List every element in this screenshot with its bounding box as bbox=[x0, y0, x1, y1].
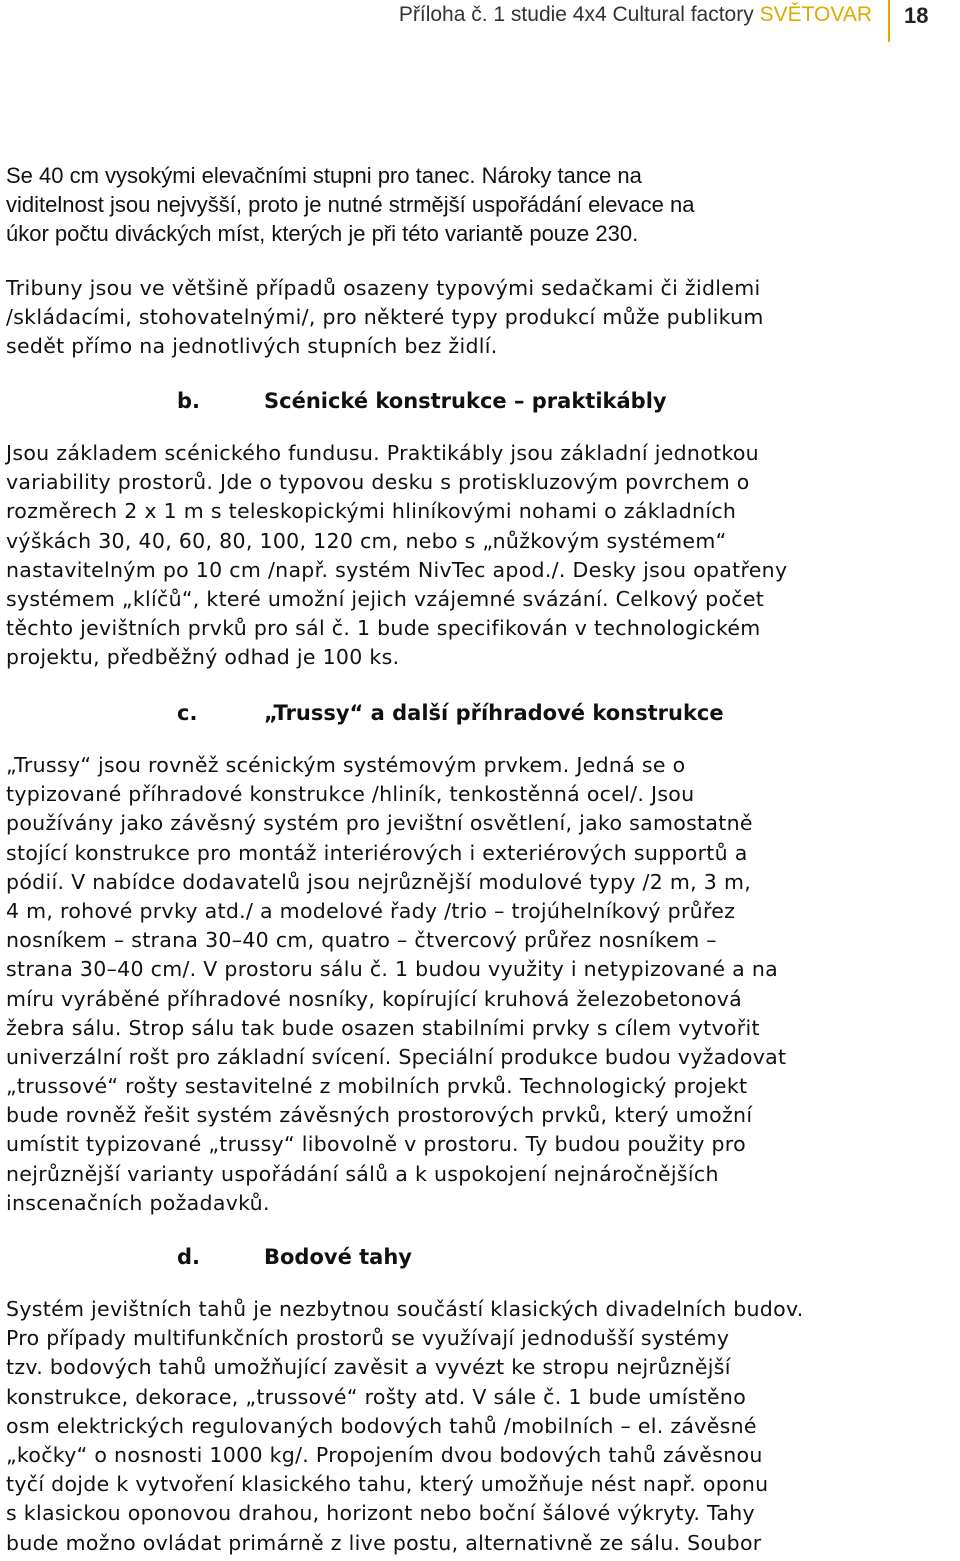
page-number: 18 bbox=[904, 3, 929, 28]
text-line: variability prostorů. Jde o typovou desku s protiskluzovým povrchem o bbox=[6, 470, 750, 495]
text-line: umístit typizované „trussy“ libovolně v prostoru. Ty budou použity pro bbox=[6, 1132, 746, 1157]
text-line: nejrůznější varianty uspořádání sálů a k uspokojení nejnáročnějších bbox=[6, 1161, 719, 1186]
text-line: Jsou základem scénického fundusu. Praktikábly jsou základní jednotkou bbox=[6, 441, 759, 465]
section-c-heading bbox=[177, 698, 724, 728]
text-line: Se 40 cm vysokými elevačními stupni pro tanec. Nároky tance na bbox=[6, 163, 642, 188]
text-line: projektu, předběžný odhad je 100 ks. bbox=[6, 645, 400, 670]
section-c-title: „Trussy“ a další příhradové konstrukce bbox=[264, 701, 724, 725]
text-line: 4 m, rohové prvky atd./ a modelové řady /trio – trojúhelníkový průřez bbox=[6, 898, 736, 923]
section-b-title: Scénické konstrukce – praktikábly bbox=[264, 389, 667, 413]
text-line: úkor počtu diváckých míst, kterých je při této variantě pouze 230. bbox=[6, 221, 639, 247]
text-line: viditelnost jsou nejvyšší, proto je nutné strmější uspořádání elevace na bbox=[6, 192, 695, 218]
text-line: s klasickou oponovou drahou, horizont nebo boční šálové výkryty. Tahy bbox=[6, 1501, 755, 1526]
section-d-title: Bodové tahy bbox=[264, 1245, 412, 1269]
text-line: typizované příhradové konstrukce /hliník, tenkostěnná ocel/. Jsou bbox=[6, 782, 695, 807]
section-d-label: d. bbox=[177, 1245, 201, 1269]
header-title bbox=[399, 3, 872, 27]
section-c-label: c. bbox=[177, 701, 198, 725]
text-line: používány jako závěsný systém pro jevištní osvětlení, jako samostatně bbox=[6, 811, 753, 836]
text-line: systémem „klíčů“, které umožní jejich vzájemné svázání. Celkový počet bbox=[6, 586, 765, 611]
text-line: osm elektrických regulovaných bodových tahů /mobilních – el. závěsné bbox=[6, 1413, 757, 1438]
text-line: stojící konstrukce pro montáž interiérových i exteriérových supportů a bbox=[6, 840, 748, 865]
text-line: konstrukce, dekorace, „trussové“ rošty atd. V sále č. 1 bude umístěno bbox=[6, 1384, 747, 1409]
text-line: „trussové“ rošty sestavitelné z mobilních prvků. Technologický projekt bbox=[6, 1074, 748, 1099]
section-d-paragraph bbox=[6, 1295, 946, 1558]
text-line: bude možno ovládat primárně z live postu, alternativně ze sálu. Soubor bbox=[6, 1530, 762, 1555]
text-line: tyčí dojde k vytvoření klasického tahu, který umožňuje nést např. oponu bbox=[6, 1472, 769, 1497]
text-line: těchto jevištních prvků pro sál č. 1 bude specifikován v technologickém bbox=[6, 616, 761, 641]
text-line: výškách 30, 40, 60, 80, 100, 120 cm, nebo s „nůžkovým systémem“ bbox=[6, 528, 727, 553]
text-line: tzv. bodových tahů umožňující zavěsit a vyvézt ke stropu nejrůznější bbox=[6, 1355, 731, 1380]
header-title-text: Příloha č. 1 studie 4x4 Cultural factory bbox=[398, 3, 754, 26]
text-line: Systém jevištních tahů je nezbytnou součástí klasických divadelních budov. bbox=[6, 1297, 804, 1321]
section-b-heading bbox=[177, 386, 667, 416]
section-d-heading bbox=[177, 1242, 412, 1272]
text-line: „kočky“ o nosnosti 1000 kg/. Propojením dvou bodových tahů závěsnou bbox=[6, 1442, 763, 1467]
section-c-paragraph bbox=[6, 751, 946, 1218]
section-b-label: b. bbox=[177, 389, 201, 413]
text-line: nosníkem – strana 30–40 cm, quatro – čtvercový průřez nosníkem – bbox=[6, 928, 717, 953]
text-line: strana 30–40 cm/. V prostoru sálu č. 1 budou využity i netypizované a na bbox=[6, 957, 778, 982]
header-divider bbox=[888, 0, 890, 42]
text-line: „Trussy“ jsou rovněž scénickým systémovým prvkem. Jedná se o bbox=[6, 753, 686, 777]
section-b-paragraph bbox=[6, 439, 946, 673]
text-line: univerzální rošt pro základní svícení. Speciální produkce budou vyžadovat bbox=[6, 1044, 787, 1069]
text-line: Tribuny jsou ve většině případů osazeny typovými sedačkami či židlemi bbox=[6, 276, 761, 300]
text-line: rozměrech 2 x 1 m s teleskopickými hliníkovými nohami o základních bbox=[6, 499, 737, 524]
text-line: míru vyráběné příhradové nosníky, kopírující kruhová železobetonová bbox=[6, 986, 742, 1011]
tribuny-paragraph bbox=[6, 274, 946, 362]
text-line: žebra sálu. Strop sálu tak bude osazen stabilními prvky s cílem vytvořit bbox=[6, 1015, 760, 1040]
text-line: pódií. V nabídce dodavatelů jsou nejrůznější modulové typy /2 m, 3 m, bbox=[6, 869, 752, 894]
text-line: /skládacími, stohovatelnými/, pro některé typy produkcí může publikum bbox=[6, 305, 764, 330]
text-line: nastavitelným po 10 cm /např. systém NivTec apod./. Desky jsou opatřeny bbox=[6, 557, 788, 582]
text-line: Pro případy multifunkčních prostorů se využívají jednodušší systémy bbox=[6, 1326, 730, 1351]
text-line: sedět přímo na jednotlivých stupních bez židlí. bbox=[6, 334, 498, 359]
page-header bbox=[0, 0, 960, 44]
text-line: bude rovněž řešit systém závěsných prostorových prvků, který umožní bbox=[6, 1103, 753, 1128]
text-line: inscenačních požadavků. bbox=[6, 1190, 270, 1215]
header-title-accent: SVĚTOVAR bbox=[759, 3, 872, 26]
intro-paragraph bbox=[6, 161, 946, 249]
